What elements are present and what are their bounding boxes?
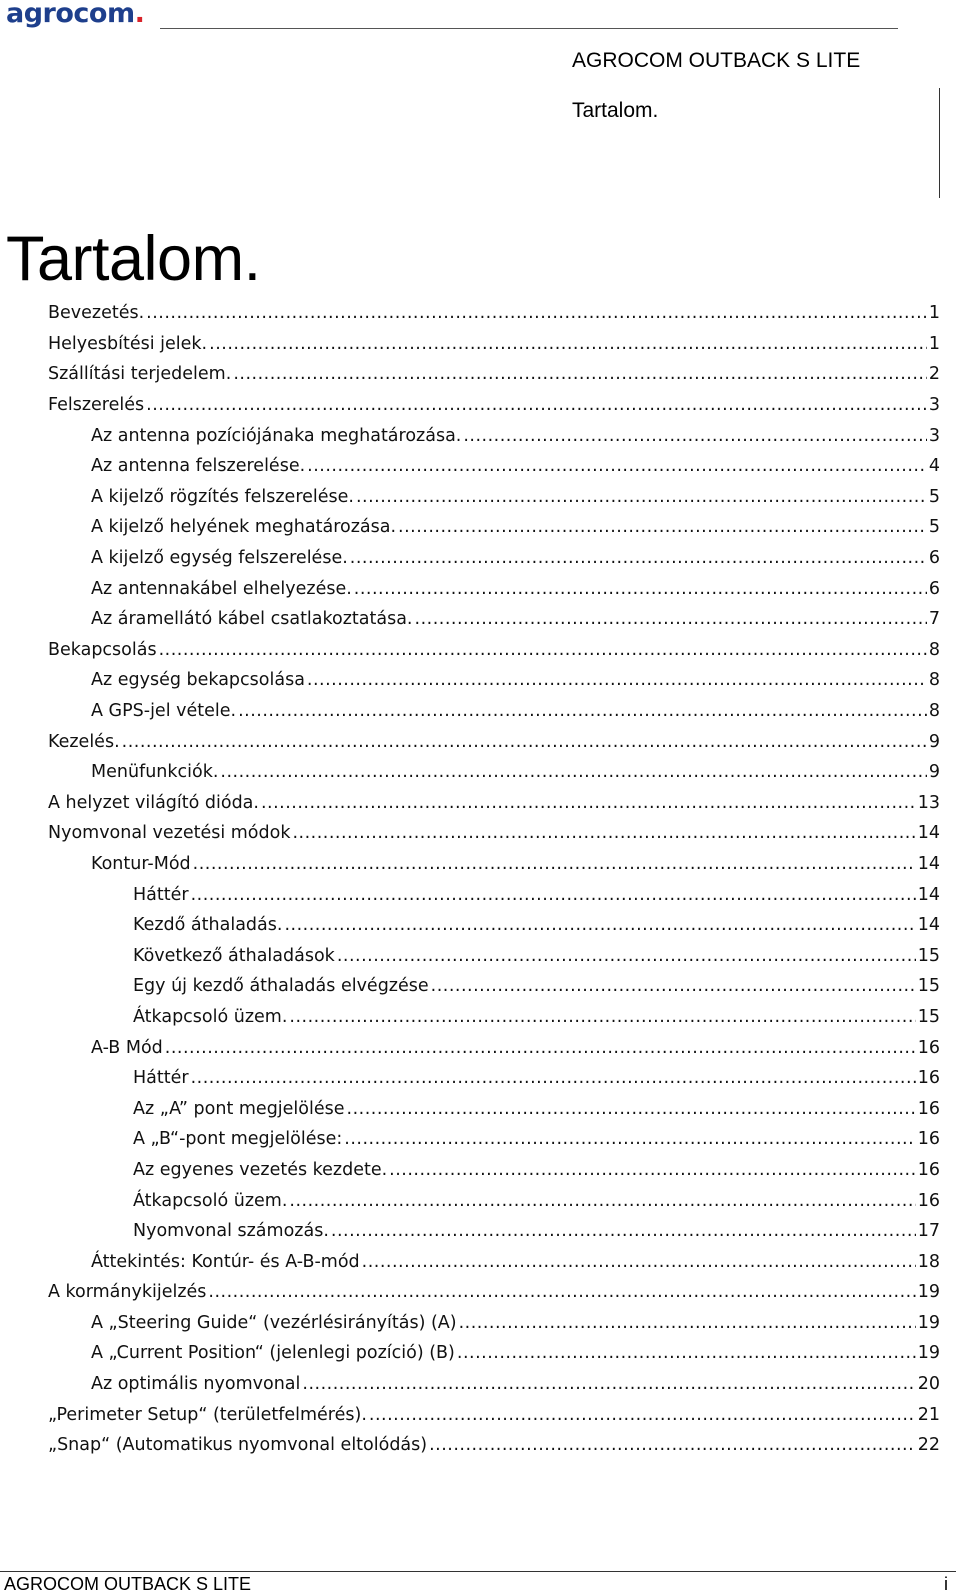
toc-dot-leader xyxy=(193,853,916,875)
header-rule xyxy=(160,28,898,29)
toc-entry[interactable] xyxy=(0,329,960,360)
toc-dot-leader xyxy=(159,639,927,661)
toc-entry-page: 14 xyxy=(917,884,940,905)
toc-dot-leader xyxy=(220,761,926,783)
toc-entry[interactable] xyxy=(0,910,960,941)
toc-entry-title: Nyomvonal vezetési módok xyxy=(48,823,291,844)
toc-entry[interactable] xyxy=(0,849,960,880)
toc-entry[interactable] xyxy=(0,1155,960,1186)
toc-entry-title: Az „A” pont megjelölése xyxy=(133,1098,345,1119)
footer-page-number: i xyxy=(944,1574,948,1594)
toc-entry-page: 19 xyxy=(917,1343,940,1364)
toc-entry[interactable] xyxy=(0,818,960,849)
toc-entry[interactable] xyxy=(0,573,960,604)
toc-entry[interactable] xyxy=(0,1308,960,1339)
toc-entry-page: 1 xyxy=(928,303,940,324)
toc-entry[interactable] xyxy=(0,1216,960,1247)
toc-dot-leader xyxy=(208,1281,915,1303)
toc-entry[interactable] xyxy=(0,512,960,543)
toc-entry-page: 20 xyxy=(917,1374,940,1395)
toc-entry-title: Nyomvonal számozás. xyxy=(133,1221,329,1242)
toc-entry-page: 14 xyxy=(917,853,940,874)
toc-entry-title: Kezelés. xyxy=(48,731,120,752)
toc-entry-title: A kijelző helyének meghatározása. xyxy=(91,517,397,538)
toc-entry-title: A „B“-pont megjelölése: xyxy=(133,1129,343,1150)
toc-entry[interactable] xyxy=(0,451,960,482)
toc-dot-leader xyxy=(209,333,927,355)
toc-entry-title: Kezdő áthaladás. xyxy=(133,915,283,936)
toc-entry-page: 13 xyxy=(917,792,940,813)
toc-dot-leader xyxy=(261,792,916,814)
toc-entry[interactable] xyxy=(0,940,960,971)
agrocom-logo xyxy=(6,0,144,30)
toc-dot-leader xyxy=(238,700,927,722)
toc-entry-page: 8 xyxy=(928,639,940,660)
toc-dot-leader xyxy=(331,1220,916,1242)
toc-entry-title: Felszerelés xyxy=(48,395,145,416)
toc-dot-leader xyxy=(463,425,927,447)
toc-entry-page: 16 xyxy=(917,1098,940,1119)
toc-entry-page: 15 xyxy=(917,945,940,966)
toc-dot-leader xyxy=(415,608,927,630)
toc-entry-title: A „Steering Guide“ (vezérlésirányítás) (A) xyxy=(91,1312,457,1333)
toc-entry-title: Menüfunkciók. xyxy=(91,762,219,783)
toc-entry[interactable] xyxy=(0,1063,960,1094)
toc-entry-title: A kijelző egység felszerelése. xyxy=(91,548,348,569)
toc-entry[interactable] xyxy=(0,665,960,696)
toc-entry-page: 2 xyxy=(928,364,940,385)
toc-dot-leader xyxy=(302,1373,915,1395)
toc-dot-leader xyxy=(292,822,915,844)
toc-entry-page: 16 xyxy=(917,1068,940,1089)
toc-entry[interactable] xyxy=(0,1093,960,1124)
toc-entry-page: 16 xyxy=(917,1037,940,1058)
toc-entry-page: 19 xyxy=(917,1282,940,1303)
toc-entry-title: A GPS-jel vétele. xyxy=(91,701,237,722)
toc-dot-leader xyxy=(431,975,916,997)
footer-rule xyxy=(0,1571,956,1572)
toc-entry-title: A „Current Position“ (jelenlegi pozíció) (B) xyxy=(91,1343,455,1364)
toc-entry-title: Bevezetés. xyxy=(48,303,145,324)
toc-dot-leader xyxy=(356,486,927,508)
toc-entry-page: 6 xyxy=(928,548,940,569)
toc-dot-leader xyxy=(362,1251,916,1273)
toc-entry-page: 4 xyxy=(928,456,940,477)
toc-entry-page: 19 xyxy=(917,1312,940,1333)
toc-entry-page: 18 xyxy=(917,1251,940,1272)
toc-dot-leader xyxy=(307,455,927,477)
toc-entry[interactable] xyxy=(0,1430,960,1461)
toc-dot-leader xyxy=(289,1190,915,1212)
toc-dot-leader xyxy=(457,1342,916,1364)
toc-entry-title: A kijelző rögzítés felszerelése. xyxy=(91,486,354,507)
toc-entry-page: 9 xyxy=(928,731,940,752)
toc-dot-leader xyxy=(369,1404,916,1426)
toc-entry-page: 16 xyxy=(917,1159,940,1180)
toc-entry-title: A-B Mód xyxy=(91,1037,163,1058)
toc-entry-title: Az antennakábel elhelyezése. xyxy=(91,578,352,599)
toc-entry-title: Áttekintés: Kontúr- és A-B-mód xyxy=(91,1251,360,1272)
toc-dot-leader xyxy=(146,302,927,324)
toc-entry[interactable] xyxy=(0,726,960,757)
toc-entry[interactable] xyxy=(0,1032,960,1063)
toc-entry-title: Az egyenes vezetés kezdete. xyxy=(133,1159,388,1180)
toc-entry-title: Átkapcsoló üzem. xyxy=(133,1190,288,1211)
toc-dot-leader xyxy=(389,1159,916,1181)
toc-entry-page: 16 xyxy=(917,1129,940,1150)
header-side-rule xyxy=(939,88,940,198)
toc-entry[interactable] xyxy=(0,390,960,421)
toc-entry-page: 6 xyxy=(928,578,940,599)
toc-entry-page: 1 xyxy=(928,333,940,354)
toc-entry[interactable] xyxy=(0,420,960,451)
toc-entry-page: 8 xyxy=(928,670,940,691)
toc-dot-leader xyxy=(165,1037,916,1059)
toc-entry[interactable] xyxy=(0,298,960,329)
toc-dot-leader xyxy=(347,1098,916,1120)
toc-entry-page: 15 xyxy=(917,976,940,997)
toc-dot-leader xyxy=(344,1128,915,1150)
toc-entry[interactable] xyxy=(0,1369,960,1400)
toc-entry-page: 3 xyxy=(928,395,940,416)
toc-entry-page: 14 xyxy=(917,823,940,844)
logo-dot: . xyxy=(134,0,145,29)
toc-dot-leader xyxy=(307,669,927,691)
toc-entry-title: Szállítási terjedelem. xyxy=(48,364,232,385)
toc-entry[interactable] xyxy=(0,1002,960,1033)
table-of-contents xyxy=(0,298,960,1461)
toc-dot-leader xyxy=(350,547,927,569)
toc-entry[interactable] xyxy=(0,543,960,574)
toc-entry-page: 5 xyxy=(928,517,940,538)
toc-entry-page: 22 xyxy=(917,1435,940,1456)
toc-entry[interactable] xyxy=(0,1185,960,1216)
toc-entry[interactable] xyxy=(0,1338,960,1369)
toc-dot-leader xyxy=(122,731,927,753)
toc-entry-page: 21 xyxy=(917,1404,940,1425)
toc-entry[interactable] xyxy=(0,1277,960,1308)
toc-entry-title: Helyesbítési jelek. xyxy=(48,333,208,354)
toc-entry-page: 17 xyxy=(917,1221,940,1242)
toc-dot-leader xyxy=(354,578,927,600)
toc-dot-leader xyxy=(337,945,916,967)
toc-entry-title: Kontur-Mód xyxy=(91,853,191,874)
toc-entry-title: A kormánykijelzés xyxy=(48,1282,207,1303)
page-title: Tartalom. xyxy=(6,224,261,294)
toc-dot-leader xyxy=(284,914,915,936)
toc-entry[interactable] xyxy=(0,757,960,788)
toc-entry-title: Bekapcsolás xyxy=(48,639,157,660)
toc-entry-title: Háttér xyxy=(133,884,189,905)
logo-text: agrocom xyxy=(6,0,135,29)
toc-entry-title: Átkapcsoló üzem. xyxy=(133,1006,288,1027)
toc-dot-leader xyxy=(398,516,927,538)
toc-entry-title: Az antenna felszerelése. xyxy=(91,456,306,477)
toc-entry[interactable] xyxy=(0,971,960,1002)
toc-entry-page: 16 xyxy=(917,1190,940,1211)
toc-dot-leader xyxy=(429,1434,916,1456)
toc-entry-title: Az antenna pozíciójánaka meghatározása. xyxy=(91,425,462,446)
toc-entry-page: 3 xyxy=(928,425,940,446)
toc-entry-page: 9 xyxy=(928,762,940,783)
toc-entry[interactable] xyxy=(0,879,960,910)
toc-entry[interactable] xyxy=(0,635,960,666)
toc-entry-title: Következő áthaladások xyxy=(133,945,335,966)
toc-entry-page: 8 xyxy=(928,701,940,722)
toc-entry-page: 5 xyxy=(928,486,940,507)
toc-entry-title: „Perimeter Setup“ (területfelmérés). xyxy=(48,1404,367,1425)
toc-entry[interactable] xyxy=(0,788,960,819)
toc-entry[interactable] xyxy=(0,696,960,727)
toc-entry-title: „Snap“ (Automatikus nyomvonal eltolódás) xyxy=(48,1435,428,1456)
toc-entry[interactable] xyxy=(0,1399,960,1430)
toc-entry[interactable] xyxy=(0,1246,960,1277)
toc-entry-page: 7 xyxy=(928,609,940,630)
footer-product-title: AGROCOM OUTBACK S LITE xyxy=(4,1574,252,1594)
toc-dot-leader xyxy=(191,1067,916,1089)
toc-entry-page: 15 xyxy=(917,1006,940,1027)
toc-entry-page: 14 xyxy=(917,915,940,936)
toc-dot-leader xyxy=(289,1006,915,1028)
toc-entry[interactable] xyxy=(0,359,960,390)
toc-entry[interactable] xyxy=(0,1124,960,1155)
toc-entry-title: Az egység bekapcsolása xyxy=(91,670,305,691)
toc-dot-leader xyxy=(459,1312,916,1334)
toc-entry-title: Egy új kezdő áthaladás elvégzése xyxy=(133,976,429,997)
header-section-title: Tartalom. xyxy=(572,99,659,122)
toc-dot-leader xyxy=(191,884,916,906)
toc-entry-title: A helyzet világító dióda. xyxy=(48,792,259,813)
toc-dot-leader xyxy=(146,394,927,416)
toc-entry-title: Az áramellátó kábel csatlakoztatása. xyxy=(91,609,413,630)
toc-entry[interactable] xyxy=(0,482,960,513)
toc-dot-leader xyxy=(233,363,927,385)
header-product-title: AGROCOM OUTBACK S LITE xyxy=(572,49,861,72)
toc-entry-title: Háttér xyxy=(133,1068,189,1089)
toc-entry-title: Az optimális nyomvonal xyxy=(91,1374,301,1395)
toc-entry[interactable] xyxy=(0,604,960,635)
